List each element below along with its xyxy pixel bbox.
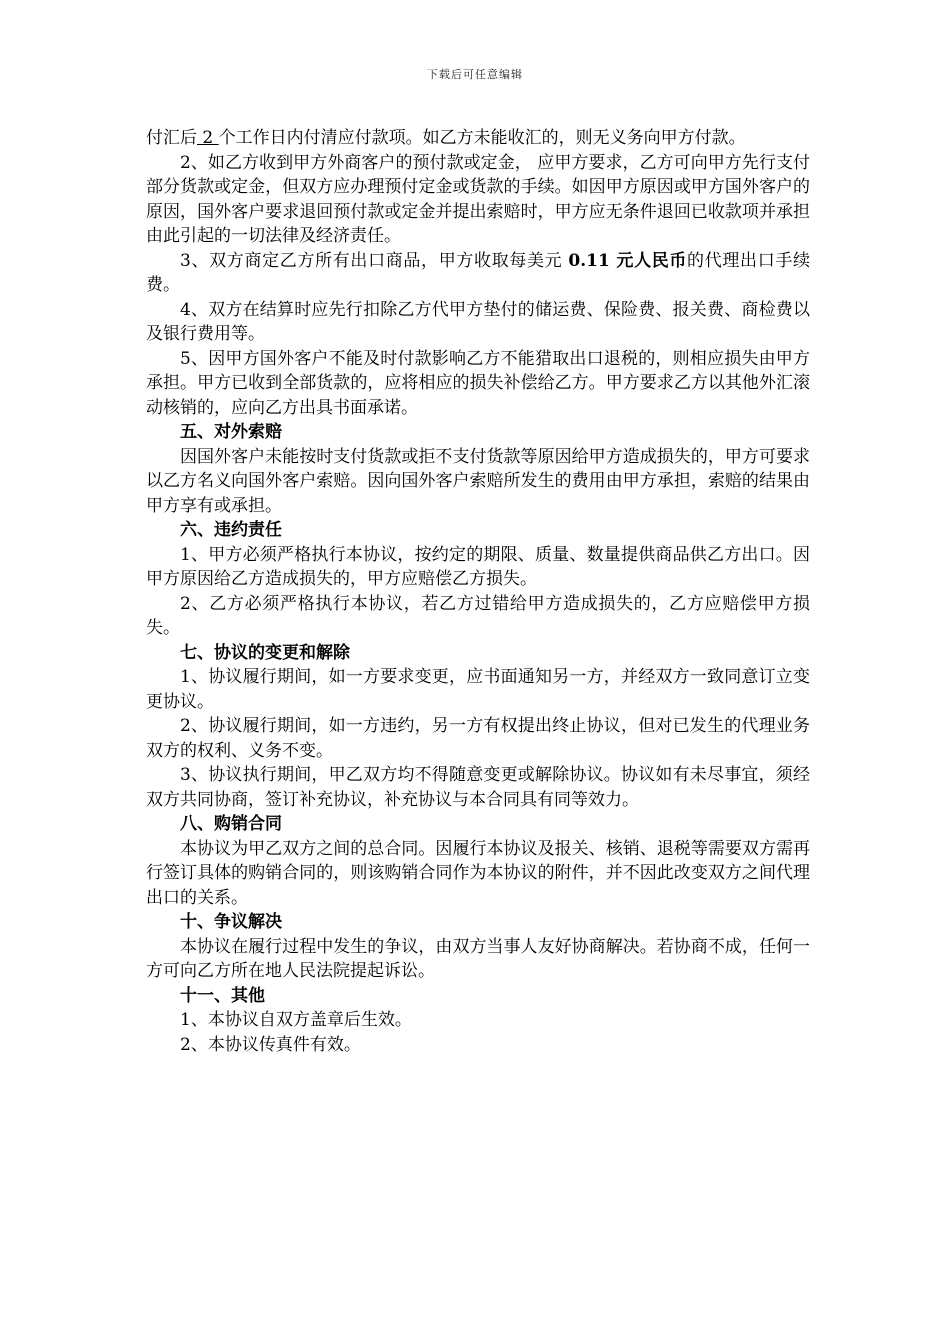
section-heading-claims: 五、对外索赔 <box>180 422 282 442</box>
paragraph-liability-1: 1、甲方必须严格执行本协议，按约定的期限、质量、数量提供商品供乙方出口。因甲方原因给乙方造成损失的，甲方应赔偿乙方损失。 <box>146 544 810 589</box>
paragraph-payment-terms <box>146 126 810 151</box>
paragraph-claims: 因国外客户未能按时支付货款或拒不支付货款等原因给甲方造成损失的，甲方可要求以乙方名义向国外客户索赔。因向国外客户索赔所发生的费用由甲方承担，索赔的结果由甲方享有或承担。 <box>146 446 810 516</box>
section-heading-purchase-contract: 八、购销合同 <box>180 814 282 834</box>
paragraph-clause-3 <box>146 249 810 298</box>
page-header: 下载后可任意编辑 <box>427 68 523 81</box>
paragraph-purchase-contract: 本协议为甲乙双方之间的总合同。因履行本协议及报关、核销、退税等需要双方需再行签订具体的购销合同的，则该购销合同作为本协议的附件，并不因此改变双方之间代理出口的关系。 <box>146 838 810 908</box>
paragraph-dispute: 本协议在履行过程中发生的争议，由双方当事人友好协商解决。若协商不成，任何一方可向乙方所在地人民法院提起诉讼。 <box>146 936 810 981</box>
paragraph-amendment-1: 1、协议履行期间，如一方要求变更，应书面通知另一方，并经双方一致同意订立变更协议。 <box>146 667 810 712</box>
underlined-days: 2 <box>197 128 219 148</box>
bold-fee-rate: 0.11 元人民币 <box>568 250 688 271</box>
section-heading-amendment: 七、协议的变更和解除 <box>180 642 350 663</box>
section-heading-other: 十一、其他 <box>180 985 265 1006</box>
text-run: 付汇后 <box>146 128 197 148</box>
text-run: 3、双方商定乙方所有出口商品，甲方收取每美元 <box>180 250 569 271</box>
paragraph-liability-2: 2、乙方必须严格执行本协议，若乙方过错给甲方造成损失的，乙方应赔偿甲方损失。 <box>146 593 810 638</box>
paragraph-clause-5: 5、因甲方国外客户不能及时付款影响乙方不能猎取出口退税的，则相应损失由甲方承担。甲方已收到全部货款的，应将相应的损失补偿给乙方。甲方要求乙方以其他外汇滚动核销的，应向乙方出具书面承诺。 <box>146 348 810 418</box>
paragraph-amendment-2: 2、协议履行期间，如一方违约，另一方有权提出终止协议，但对已发生的代理业务双方的权利、义务不变。 <box>146 716 810 761</box>
paragraph-amendment-3: 3、协议执行期间，甲乙双方均不得随意变更或解除协议。协议如有未尽事宜，须经双方共同协商，签订补充协议，补充协议与本合同具有同等效力。 <box>146 765 810 810</box>
document-body <box>146 126 810 1057</box>
paragraph-other-1: 1、本协议自双方盖章后生效。 <box>180 1010 412 1030</box>
paragraph-other-2: 2、本协议传真件有效。 <box>180 1034 361 1055</box>
text-run: 的代理出口手续费。 <box>146 250 811 295</box>
paragraph-clause-2: 2、如乙方收到甲方外商客户的预付款或定金， 应甲方要求，乙方可向甲方先行支付部分货款或定金，但双方应办理预付定金或货款的手续。如因甲方原因或甲方国外客户的原因，国外客户要求退回预付款或定金并提出索赔时，甲方应无条件退回已收款项并承担由此引起的一切法律及经济责任。 <box>146 152 810 246</box>
text-run: 个工作日内付清应付款项。如乙方未能收汇的，则无义务向甲方付款。 <box>218 128 746 148</box>
section-heading-dispute: 十、争议解决 <box>180 912 282 932</box>
paragraph-clause-4: 4、双方在结算时应先行扣除乙方代甲方垫付的储运费、保险费、报关费、商检费以及银行费用等。 <box>146 299 810 344</box>
section-heading-liability: 六、违约责任 <box>180 520 282 540</box>
